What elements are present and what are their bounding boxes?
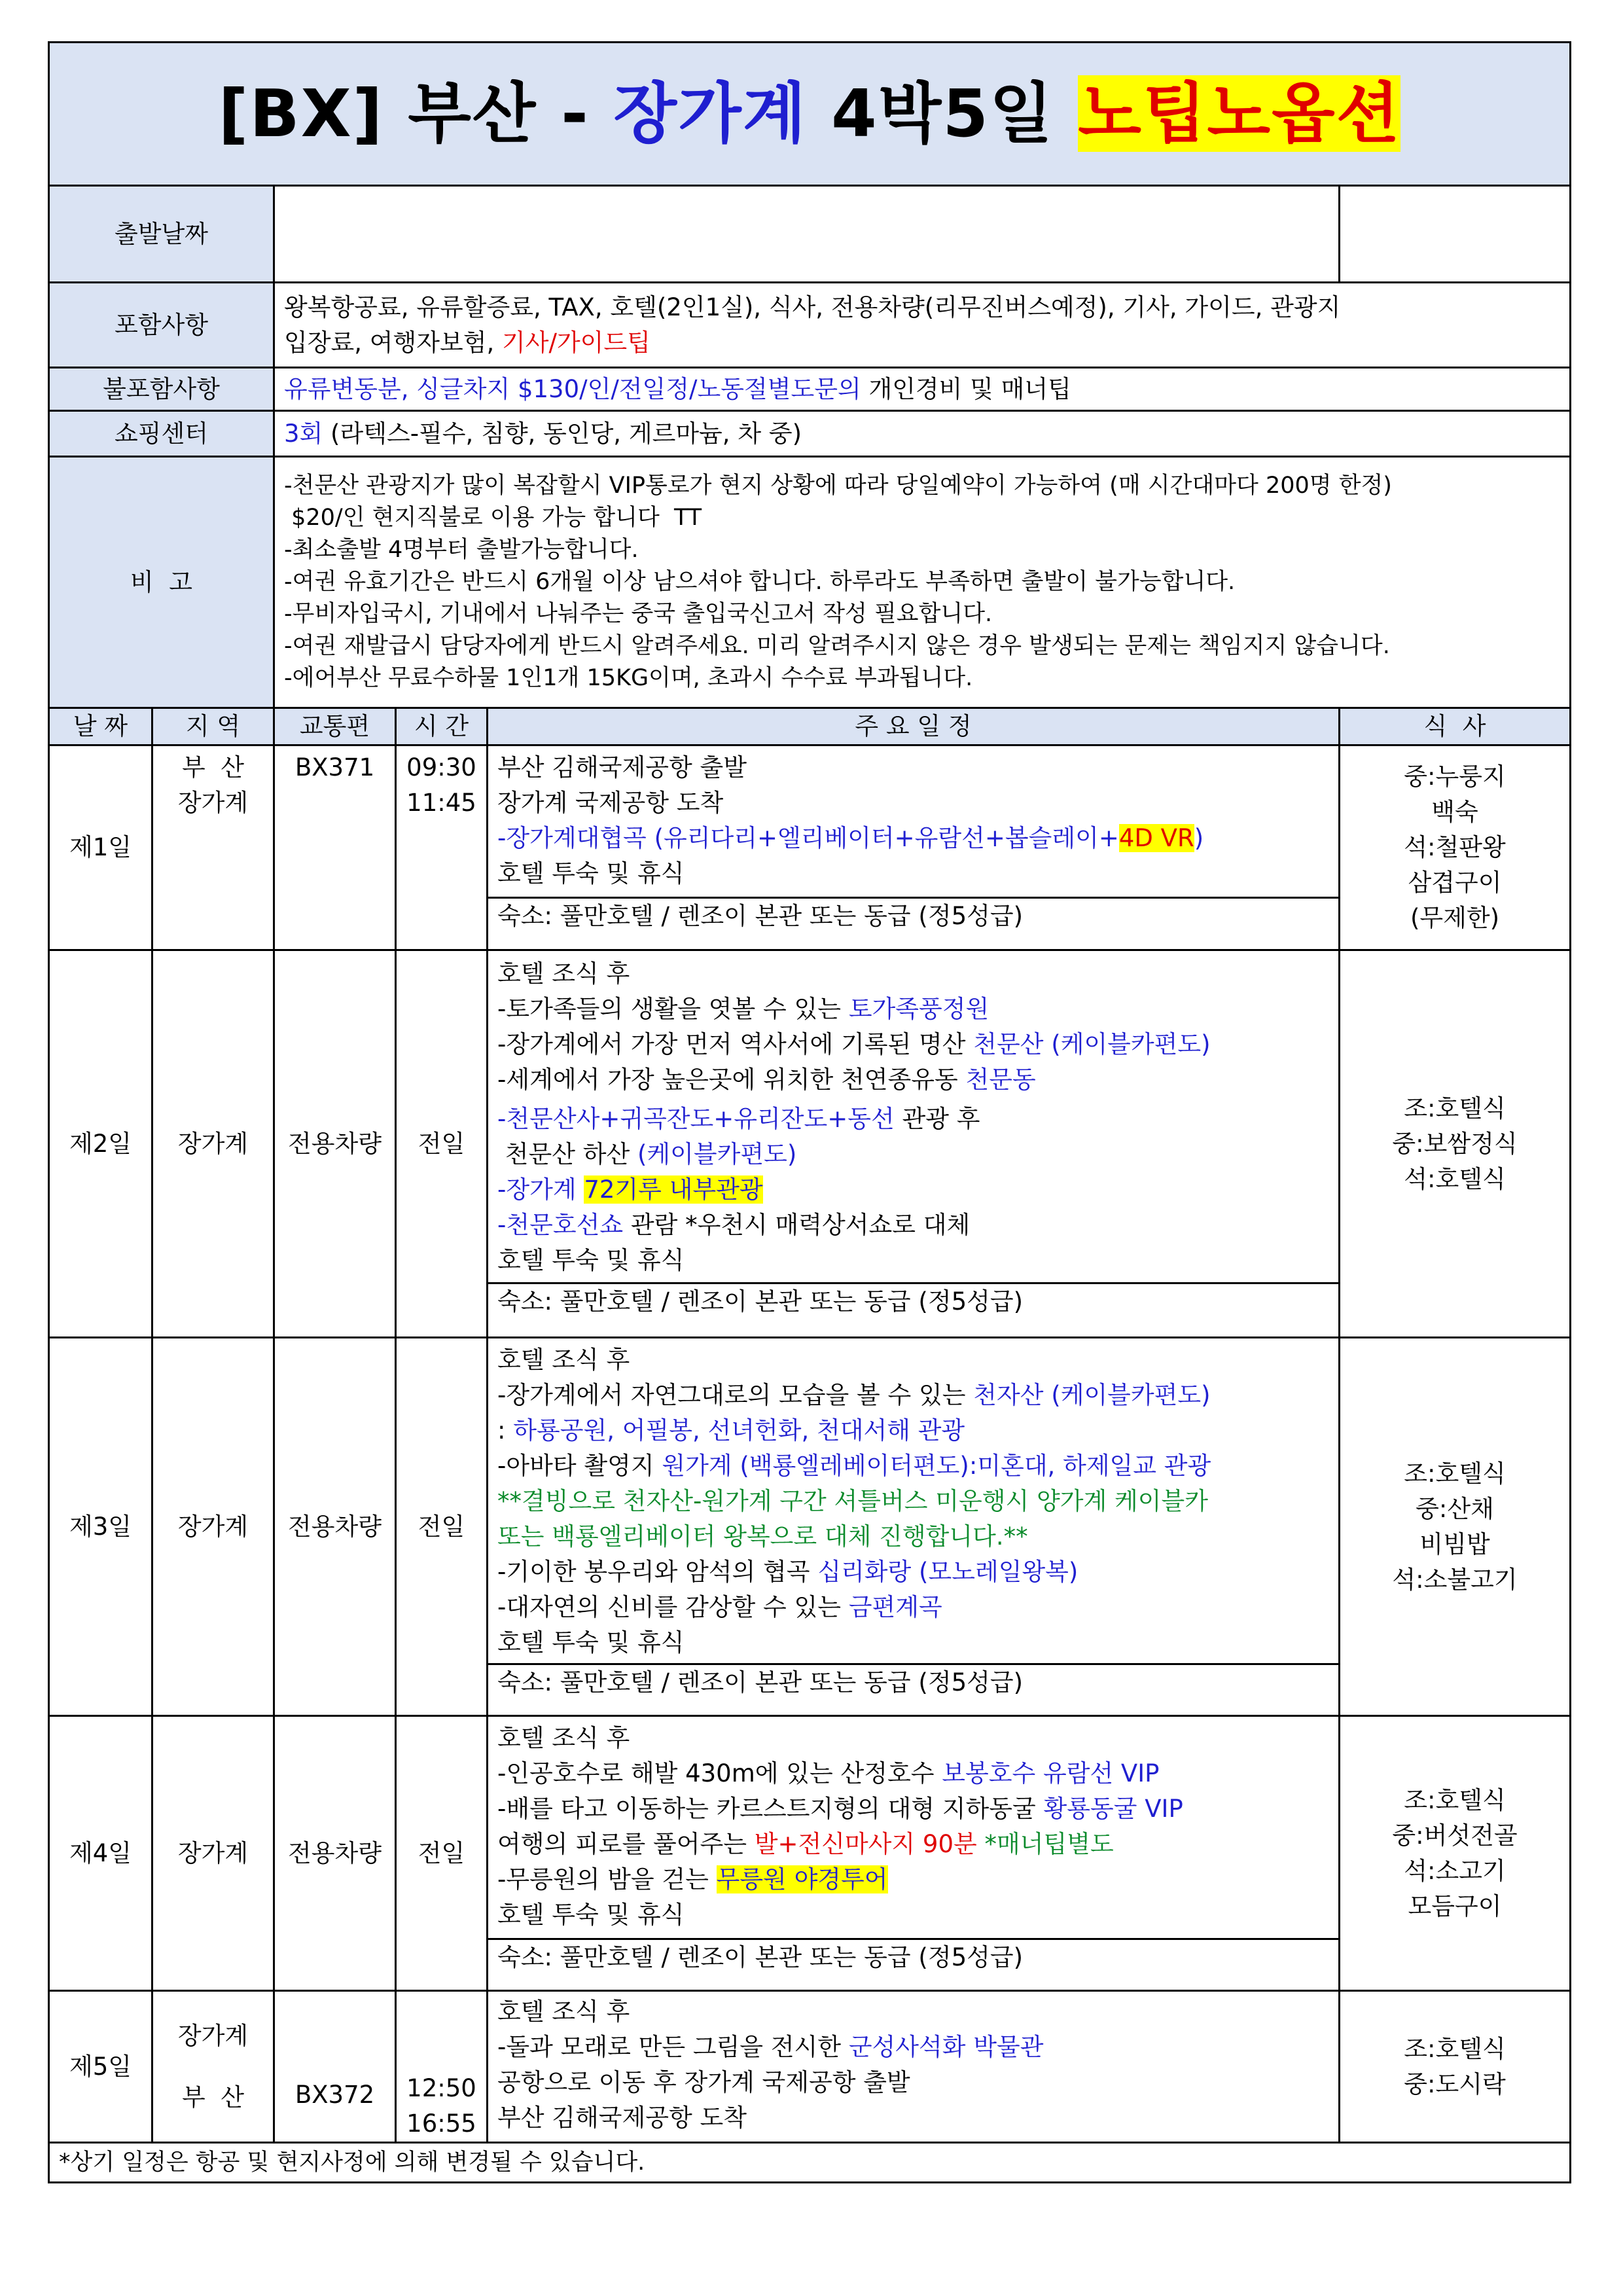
hotel-info: 숙소: 풀만호텔 / 렌조이 본관 또는 동급 (정5성급) — [488, 1663, 1338, 1700]
depart-date-field — [274, 186, 1340, 283]
header-day: 날 짜 — [49, 708, 152, 745]
day-label: 제3일 — [49, 1338, 152, 1716]
exclude-text: 유류변동분, 싱글차지 $130/인/전일정/노동절별도문의 개인경비 및 매너팁 — [274, 368, 1571, 411]
notes-label: 비 고 — [49, 457, 274, 708]
time: 09:30 11:45 — [396, 745, 488, 950]
meals: 조:호텔식 중:보쌈정식 석:호텔식 — [1340, 950, 1571, 1338]
time: 전일 — [396, 950, 488, 1338]
transport: BX372 — [274, 1991, 396, 2143]
day-label: 제4일 — [49, 1716, 152, 1991]
header-transport: 교통편 — [274, 708, 396, 745]
day-row — [49, 950, 1571, 1338]
time: 12:50 16:55 — [396, 1991, 488, 2143]
transport: 전용차량 — [274, 950, 396, 1338]
transport: 전용차량 — [274, 1716, 396, 1991]
day-row — [49, 1338, 1571, 1716]
footer-note: *상기 일정은 항공 및 현지사정에 의해 변경될 수 있습니다. — [49, 2143, 1571, 2183]
depart-date-field-2 — [1340, 186, 1571, 283]
depart-label: 출발날짜 — [49, 186, 274, 283]
header-time: 시 간 — [396, 708, 488, 745]
schedule: 호텔 조식 후 -돌과 모래로 만든 그림을 전시한 군성사석화 박물관 공항으로 이동 후 장가계 국제공항 출발 부산 김해국제공항 도착 — [488, 1991, 1340, 2143]
include-text: 왕복항공료, 유류할증료, TAX, 호텔(2인1실), 식사, 전용차량(리무진버스예정), 기사, 가이드, 관광지 입장료, 여행자보험, 기사/가이드팁 — [274, 283, 1571, 368]
hotel-info: 숙소: 풀만호텔 / 렌조이 본관 또는 동급 (정5성급) — [488, 897, 1338, 934]
meals: 조:호텔식 중:산채 비빔밥 석:소불고기 — [1340, 1338, 1571, 1716]
itinerary-document — [48, 41, 1569, 2183]
schedule: 부산 김해국제공항 출발 장가계 국제공항 도착 -장가계대협곡 (유리다리+엘리베이터+유람선+봅슬레이+4D VR) 호텔 투숙 및 휴식 숙소: 풀만호텔 / 렌조이 본관 또는 동급 (정5성급) — [488, 745, 1340, 950]
notes-text: -천문산 관광지가 많이 복잡할시 VIP통로가 현지 상황에 따라 당일예약이 가능하여 (매 시간대마다 200명 한정) $20/인 현지직불로 이용 가능 합니다 TT -최소출발 4명부터 출발가능합니다. -여권 유효기간은 반드시 6개월 이상 남으셔야 합니다. 하루라도 부족하면 출발이 불가능합니다. -무비자입국시, 기내에서 나눠주는 중국 출입국신고서 작성 필요합니다. -여권 재발급시 담당자에게 반드시 알려주세요. 미리 알려주시지 않은 경우 발생되는 문제는 책임지지 않습니다. -에어부산 무료수하물 1인1개 15KG이며, 초과시 수수료 부과됩니다. — [274, 457, 1571, 708]
day-label: 제1일 — [49, 745, 152, 950]
region: 장가계 부 산 — [152, 1991, 274, 2143]
page-title: [BX] 부산 - 장가계 4박5일 노팁노옵션 — [49, 43, 1571, 186]
itinerary-table — [48, 41, 1571, 2183]
day-label: 제2일 — [49, 950, 152, 1338]
shopping-text: 3회 (라텍스-필수, 침향, 동인당, 게르마늄, 차 중) — [274, 411, 1571, 457]
shopping-label: 쇼핑센터 — [49, 411, 274, 457]
no-tip-badge: 노팁노옵션 — [1078, 75, 1401, 152]
include-label: 포함사항 — [49, 283, 274, 368]
region: 장가계 — [152, 1338, 274, 1716]
time: 전일 — [396, 1716, 488, 1991]
transport: BX371 — [274, 745, 396, 950]
meals: 조:호텔식 중:버섯전골 석:소고기 모듬구이 — [1340, 1716, 1571, 1991]
region: 장가계 — [152, 950, 274, 1338]
region: 부 산 장가계 — [152, 745, 274, 950]
hotel-info: 숙소: 풀만호텔 / 렌조이 본관 또는 동급 (정5성급) — [488, 1938, 1338, 1975]
region: 장가계 — [152, 1716, 274, 1991]
day-row — [49, 1716, 1571, 1991]
header-schedule: 주 요 일 정 — [488, 708, 1340, 745]
meals: 조:호텔식 중:도시락 — [1340, 1991, 1571, 2143]
transport: 전용차량 — [274, 1338, 396, 1716]
time: 전일 — [396, 1338, 488, 1716]
header-region: 지 역 — [152, 708, 274, 745]
day-row — [49, 745, 1571, 950]
hotel-info: 숙소: 풀만호텔 / 렌조이 본관 또는 동급 (정5성급) — [488, 1282, 1338, 1319]
meals: 중:누룽지 백숙 석:철판왕 삼겹구이 (무제한) — [1340, 745, 1571, 950]
schedule: 호텔 조식 후 -장가계에서 자연그대로의 모습을 볼 수 있는 천자산 (케이블카편도) : 하룡공원, 어필봉, 선녀헌화, 천대서해 관광 -아바타 촬영지 원가계 (백룡엘레베이터편도):미혼대, 하제일교 관광 **결빙으로 천자산-원가계 구간 셔틀버스 미운행시 양가계 케이블카 또는 백룡엘리베이터 왕복으로 대체 진행합니다.** -기이한 봉우리와 암석의 협곡 십리화랑 (모노레일왕복) -대자연의 신비를 감상할 수 있는 금편계곡 호텔 투숙 및 휴식 숙소: 풀만호텔 / 렌조이 본관 또는 동급 (정5성급) — [488, 1338, 1340, 1716]
day-label: 제5일 — [49, 1991, 152, 2143]
schedule: 호텔 조식 후 -인공호수로 해발 430m에 있는 산정호수 보봉호수 유람선 VIP -배를 타고 이동하는 카르스트지형의 대형 지하동굴 황룡동굴 VIP 여행의 피로를 풀어주는 발+전신마사지 90분 *매너팁별도 -무릉원의 밤을 걷는 무릉원 야경투어 호텔 투숙 및 휴식 숙소: 풀만호텔 / 렌조이 본관 또는 동급 (정5성급) — [488, 1716, 1340, 1991]
day-row — [49, 1991, 1571, 2143]
schedule: 호텔 조식 후 -토가족들의 생활을 엿볼 수 있는 토가족풍정원 -장가계에서 가장 먼저 역사서에 기록된 명산 천문산 (케이블카편도) -세계에서 가장 높은곳에 위치한 천연종유동 천문동 -천문산사+귀곡잔도+유리잔도+동선 관광 후 천문산 하산 (케이블카편도) -장가계 72기루 내부관광 -천문호선쇼 관람 *우천시 매력상서쇼로 대체 호텔 투숙 및 휴식 숙소: 풀만호텔 / 렌조이 본관 또는 동급 (정5성급) — [488, 950, 1340, 1338]
header-meal: 식 사 — [1340, 708, 1571, 745]
exclude-label: 불포함사항 — [49, 368, 274, 411]
